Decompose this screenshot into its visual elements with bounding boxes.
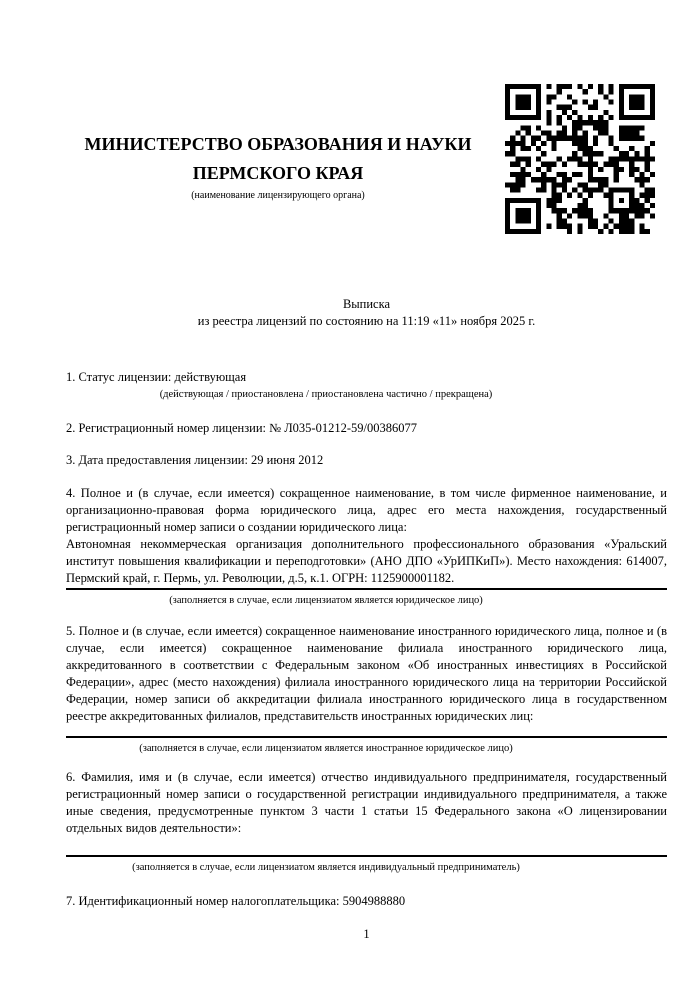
extract-title: Выписка	[342, 297, 391, 311]
legal-entity-name-paragraph: 4. Полное и (в случае, если имеется) сокращенное наименование, в том числе фирменное наименование, и организационно-правовая форма юридического лица, адрес его места нахождения, государственный регистрационный номер записи о создании юридического лица:	[66, 486, 667, 534]
license-grant-date-paragraph: 3. Дата предоставления лицензии: 29 июня 2012	[66, 453, 324, 467]
legal-entity-hint: (заполняется в случае, если лицензиатом является юридическое лицо)	[169, 595, 483, 606]
license-status-hint: (действующая / приостановлена / приостановлена частично / прекращена)	[159, 389, 493, 400]
authority-name-caption: (наименование лицензирующего органа)	[191, 190, 365, 201]
individual-entrepreneur-rule	[66, 855, 667, 857]
extract-subtitle: из реестра лицензий по состоянию на 11:19 «11» ноября 2025 г.	[197, 314, 536, 328]
qr-code-icon	[505, 84, 655, 234]
extract-heading	[66, 296, 667, 330]
license-status-paragraph: 1. Статус лицензии: действующая	[66, 370, 247, 384]
legal-entity-rule	[66, 588, 667, 590]
legal-entity-name-value: Автономная некоммерческая организация дополнительного профессионального образования «Уральский институт повышения квалификации и переподготовки» (АНО ДПО «УрИПКиП»). Место нахождения: 614007, Пермский край, г. Пермь, ул. Революции, д.5, к.1. ОГРН: 1125900001182.	[66, 537, 667, 585]
individual-entrepreneur-hint: (заполняется в случае, если лицензиатом является индивидуальный предприниматель)	[132, 862, 520, 873]
authority-name-line1: МИНИСТЕРСТВО ОБРАЗОВАНИЯ И НАУКИ	[84, 134, 472, 154]
authority-name-line2: ПЕРМСКОГО КРАЯ	[192, 163, 364, 183]
foreign-entity-hint: (заполняется в случае, если лицензиатом является иностранное юридическое лицо)	[139, 743, 513, 754]
individual-entrepreneur-paragraph: 6. Фамилия, имя и (в случае, если имеется) отчество индивидуального предпринимателя, государственный регистрационный номер записи о государственной регистрации индивидуального предпринимателя, а также иные сведения, предусмотренные пунктом 3 части 1 статьи 15 Федерального закона «О лицензировании отдельных видов деятельности»:	[66, 770, 667, 835]
foreign-entity-rule	[66, 736, 667, 738]
registration-number-paragraph: 2. Регистрационный номер лицензии: № Л035-01212-59/00386077	[66, 421, 417, 435]
page-number: 1	[363, 927, 370, 941]
document-body	[66, 369, 667, 943]
taxpayer-id-paragraph: 7. Идентификационный номер налогоплательщика: 5904988880	[66, 894, 406, 908]
foreign-entity-paragraph: 5. Полное и (в случае, если имеется) сокращенное наименование иностранного юридического лица, полное и (в случае, если имеется) сокращенное наименование филиала иностранного юридического лица, аккредитованного в соответствии с Федеральным законом «Об иностранных инвестициях в Российской Федерации», адрес (место нахождения) филиала иностранного юридического лица на территории Российской Федерации, номер записи об аккредитации филиала иностранного юридического лица в государственном реестре аккредитованных филиалов, представительств иностранных юридических лиц:	[66, 624, 667, 723]
licensing-authority-header	[66, 130, 490, 202]
